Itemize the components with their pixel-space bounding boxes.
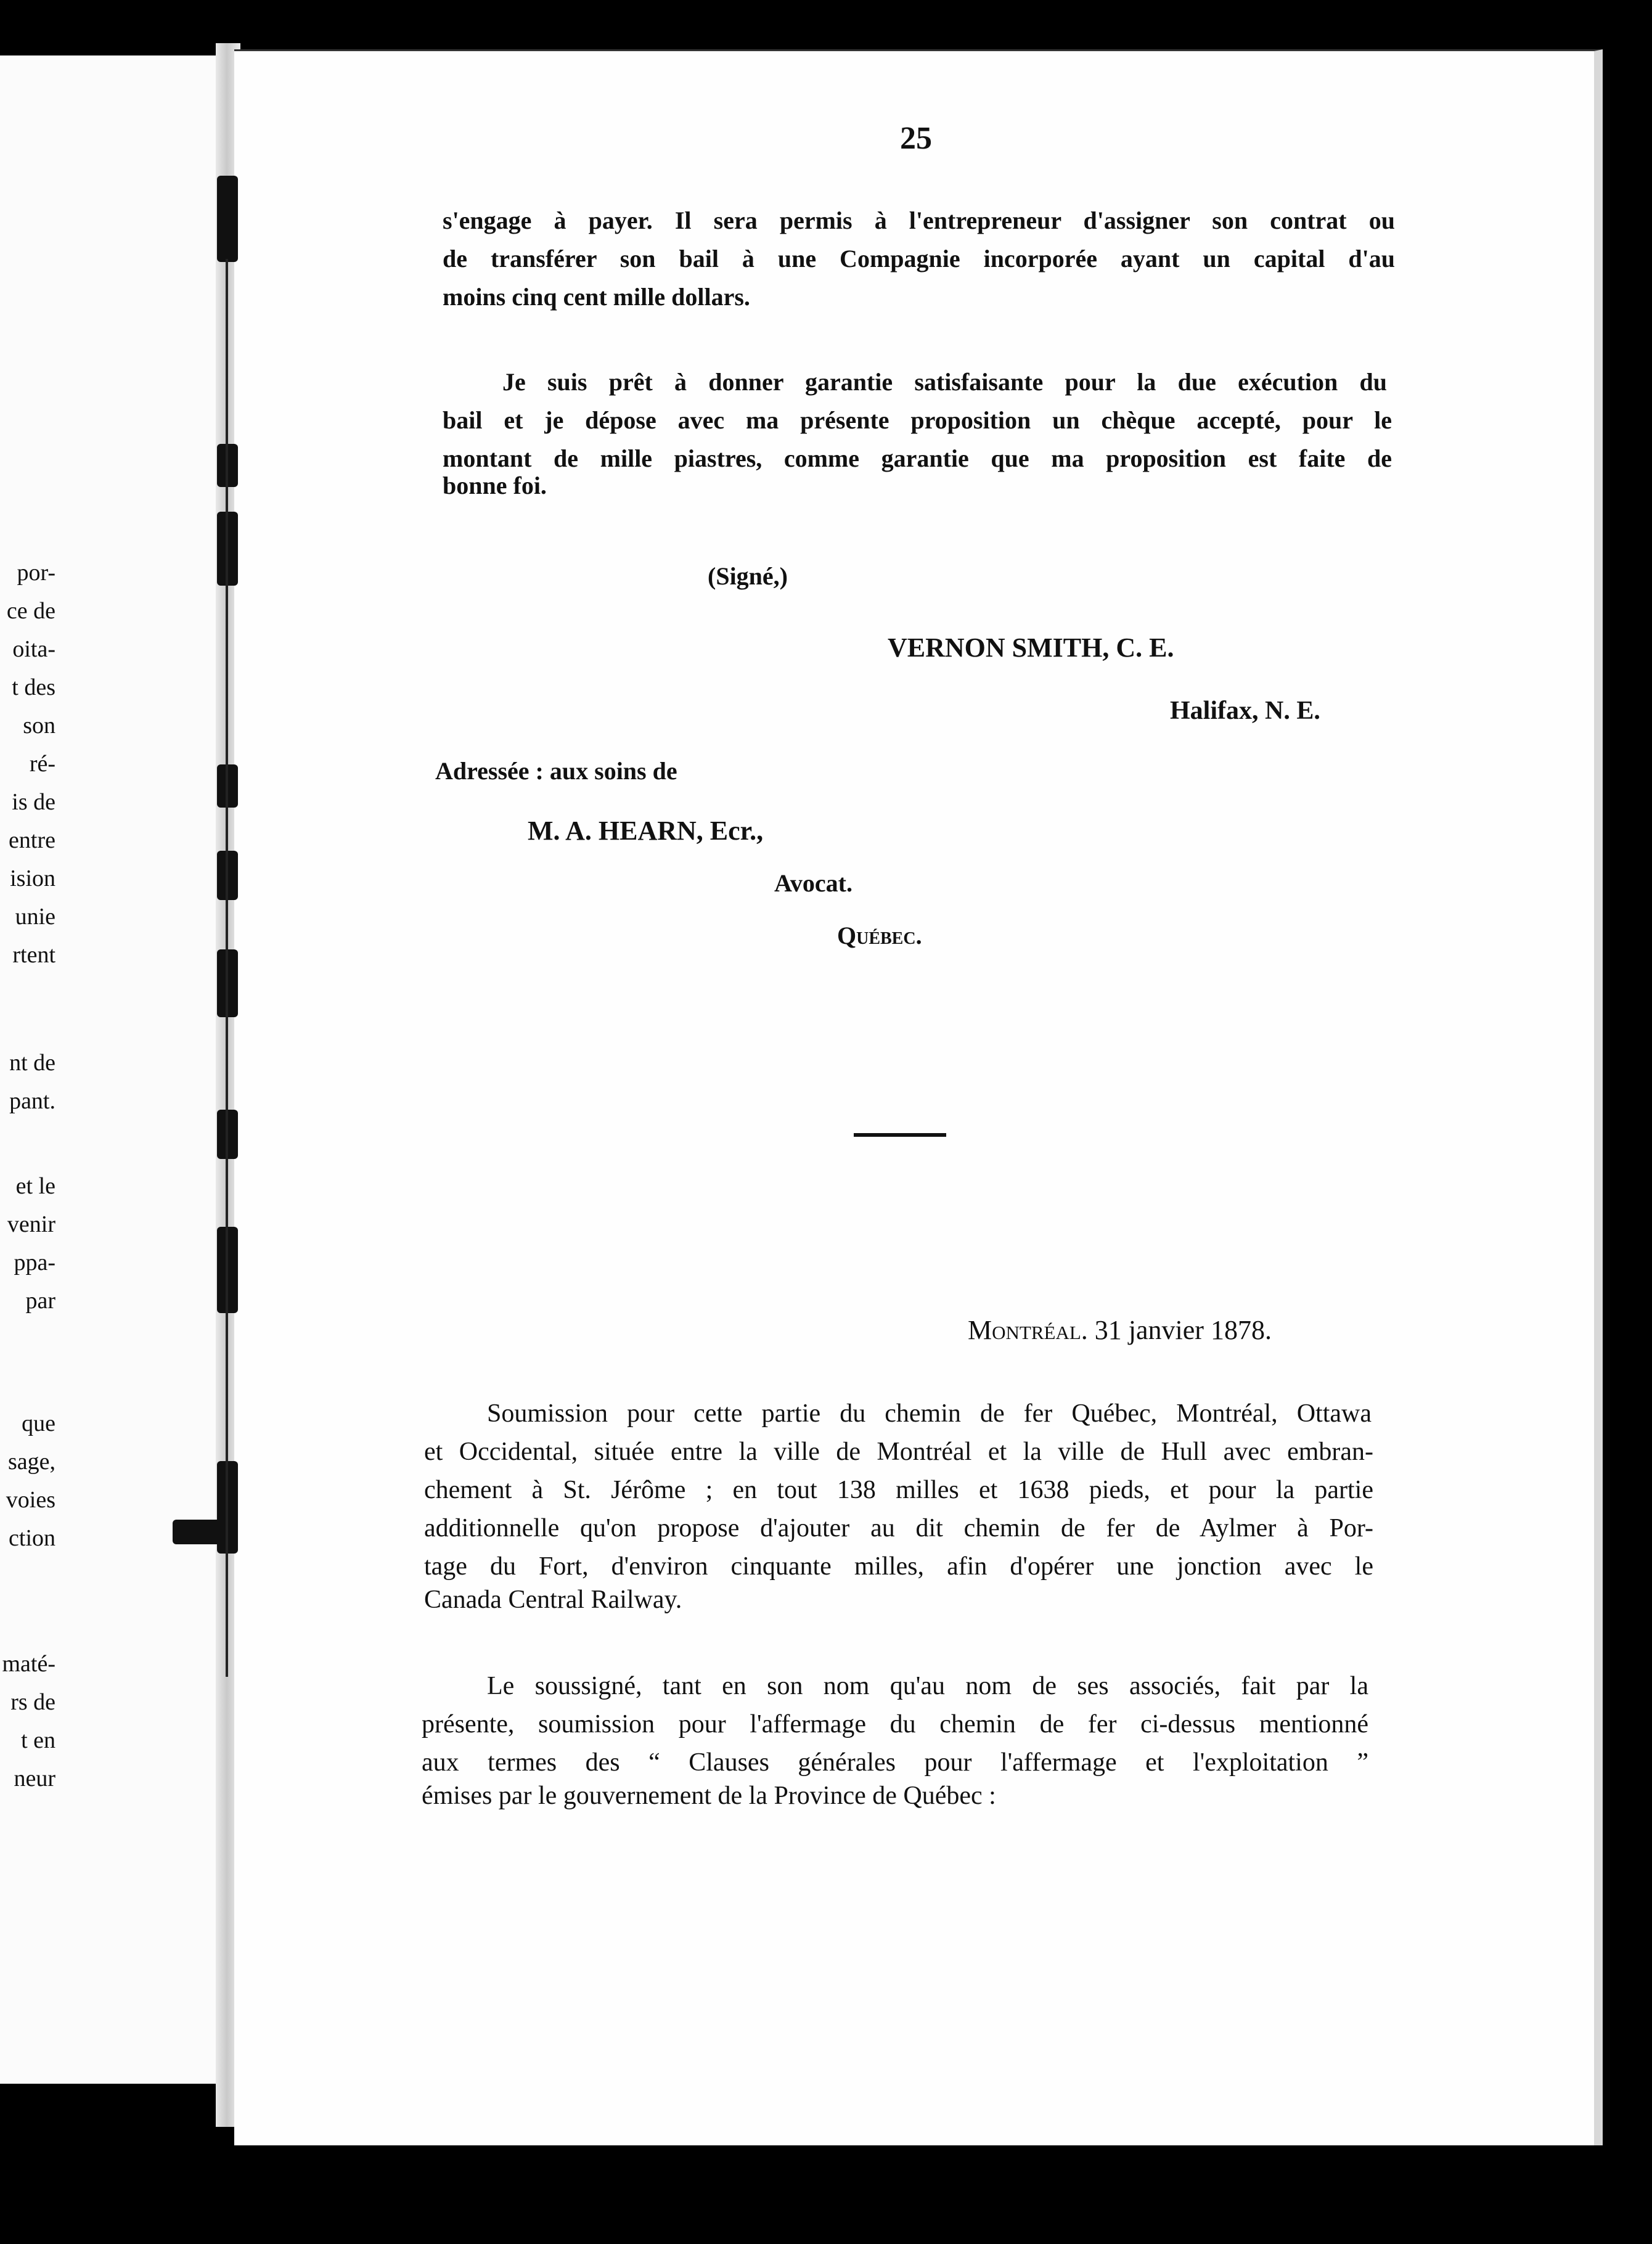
address-city: Québec.	[837, 922, 922, 949]
signatory-name: VERNON SMITH, C. E.	[888, 633, 1174, 663]
text-line: bonne foi.	[443, 472, 547, 499]
binding-thread	[226, 259, 228, 1677]
fragment: pant.	[9, 1088, 55, 1114]
fragment: ction	[9, 1525, 55, 1551]
text-line: s'engage à payer. Il sera permis à l'entrepreneur d'assigner son contrat ou	[443, 207, 1395, 234]
fragment: ce de	[6, 598, 55, 624]
text-line: chement à St. Jérôme ; en tout 138 milles et 1638 pieds, et pour la partie	[424, 1476, 1373, 1504]
text-line: additionnelle qu'on propose d'ajouter au dit chemin de fer de Aylmer à Por-	[424, 1514, 1373, 1542]
fragment: son	[23, 713, 55, 739]
dateline-place: Montréal.	[968, 1315, 1088, 1345]
fragment: t des	[12, 674, 55, 700]
fragment: par	[25, 1288, 55, 1314]
fragment: maté-	[2, 1651, 55, 1677]
text-line: Soumission pour cette partie du chemin de fer Québec, Montréal, Ottawa	[487, 1399, 1372, 1428]
fragment: nt de	[9, 1050, 55, 1076]
fragment: que	[22, 1411, 55, 1436]
fragment: unie	[15, 904, 55, 930]
fragment: entre	[9, 827, 55, 853]
fragment: ppa-	[14, 1250, 55, 1276]
binding-mark	[217, 176, 238, 262]
fragment: t en	[21, 1727, 55, 1753]
address-recipient: M. A. HEARN, Ecr.,	[528, 816, 764, 846]
fragment: ision	[10, 866, 55, 891]
binding-mark	[173, 1520, 228, 1544]
fragment: neur	[14, 1766, 55, 1792]
text-line: moins cinq cent mille dollars.	[443, 283, 750, 311]
dateline-date: 31 janvier 1878.	[1094, 1315, 1272, 1345]
text-line: montant de mille piastres, comme garantie que ma proposition est faite de	[443, 444, 1392, 472]
fragment: et le	[15, 1173, 55, 1199]
text-line: Je suis prêt à donner garantie satisfaisante pour la due exécution du	[502, 368, 1387, 396]
text-line: de transférer son bail à une Compagnie incorporée ayant un capital d'au	[443, 245, 1395, 272]
address-label: Adressée : aux soins de	[435, 757, 677, 785]
signed-label: (Signé,)	[708, 562, 788, 590]
text-line: et Occidental, située entre la ville de Montréal et la ville de Hull avec embran-	[424, 1438, 1373, 1466]
fragment: rtent	[12, 942, 55, 968]
main-page	[234, 49, 1603, 2145]
fragment: por-	[17, 560, 55, 586]
text-line: tage du Fort, d'environ cinquante milles, afin d'opérer une jonction avec le	[424, 1552, 1373, 1581]
fragment: is de	[12, 789, 55, 815]
fragment: voies	[6, 1487, 55, 1513]
fragment: ré-	[29, 751, 55, 777]
fragment: sage,	[7, 1449, 55, 1475]
fragment: venir	[7, 1211, 55, 1237]
address-title: Avocat.	[774, 869, 853, 897]
dateline	[968, 1316, 1272, 1345]
text-line: bail et je dépose avec ma présente proposition un chèque accepté, pour le	[443, 406, 1392, 434]
text-line: aux termes des “ Clauses générales pour l'affermage et l'exploitation ”	[422, 1748, 1368, 1777]
separator-rule	[854, 1133, 946, 1137]
text-line: présente, soumission pour l'affermage du chemin de fer ci-dessus mentionné	[422, 1710, 1368, 1738]
signatory-place: Halifax, N. E.	[1170, 697, 1320, 725]
page-number: 25	[900, 121, 932, 156]
fragment: rs de	[10, 1689, 55, 1715]
text-line: Le soussigné, tant en son nom qu'au nom de ses associés, fait par la	[487, 1672, 1368, 1700]
text-line: émises par le gouvernement de la Province de Québec :	[422, 1782, 996, 1810]
fragment: oita-	[12, 636, 55, 662]
text-line: Canada Central Railway.	[424, 1586, 682, 1614]
